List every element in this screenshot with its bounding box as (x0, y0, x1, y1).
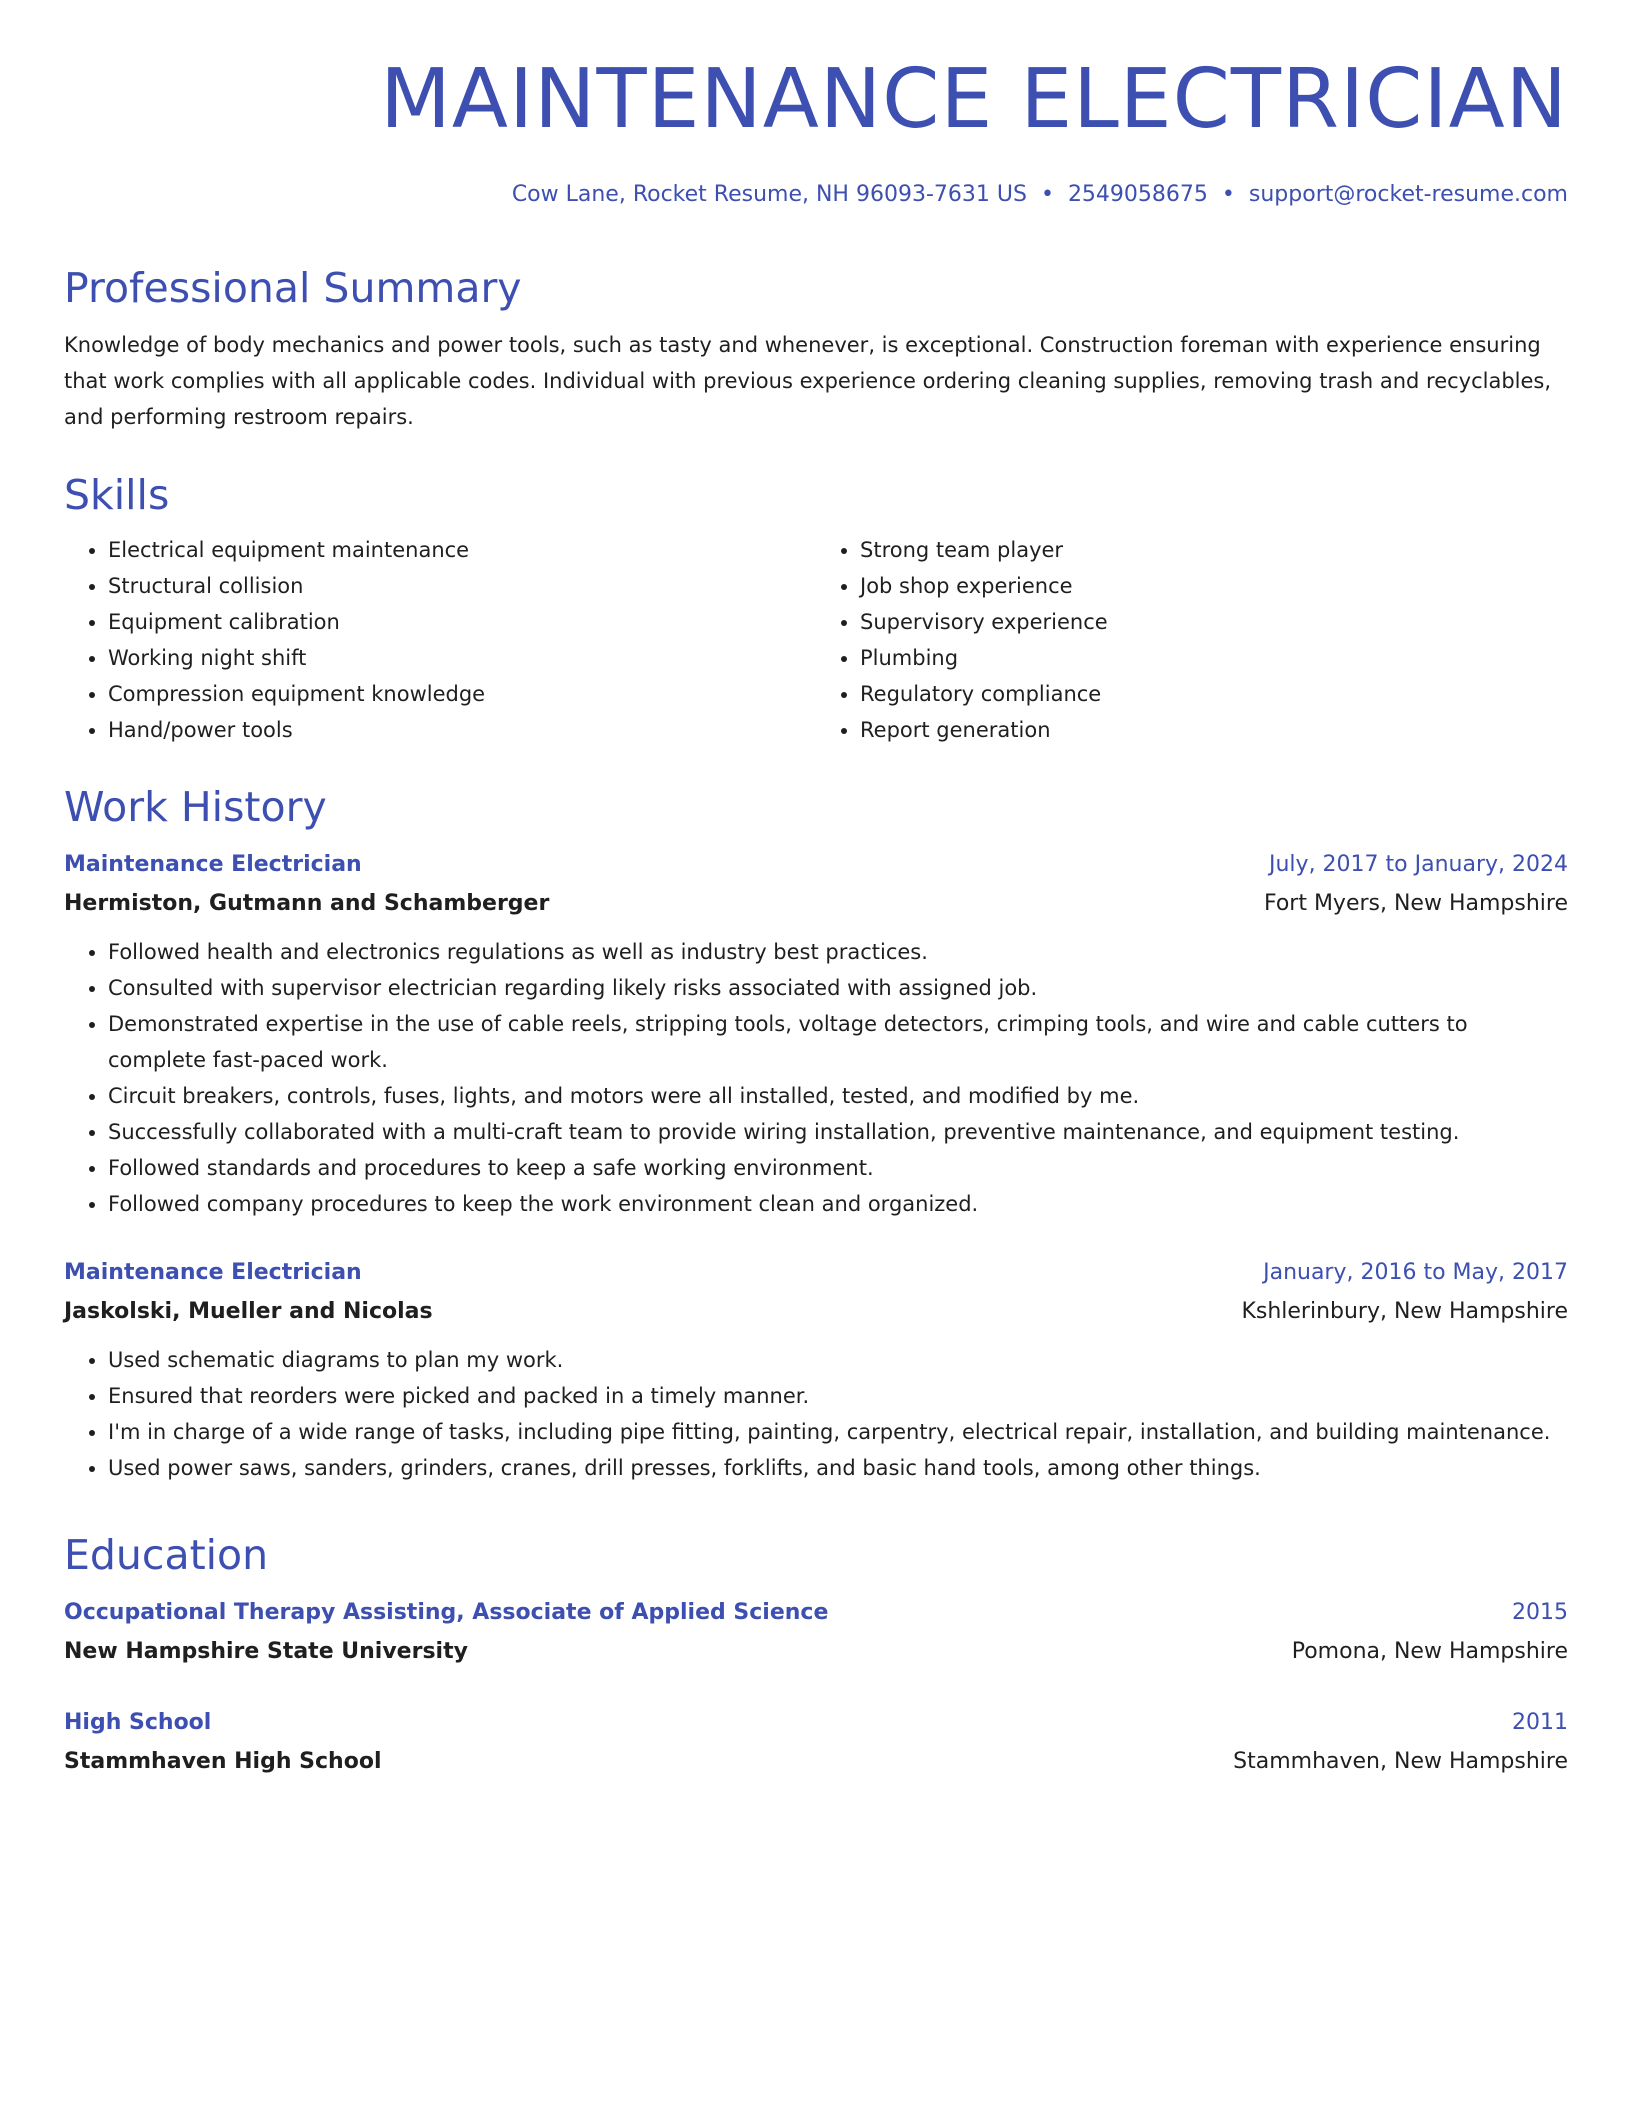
job-location: Kshlerinbury, New Hampshire (1241, 1299, 1568, 1324)
job-bullet: • Used schematic diagrams to plan my work. (108, 1342, 1568, 1378)
skill-item: • Report generation (860, 712, 1568, 748)
job-location: Fort Myers, New Hampshire (1263, 891, 1568, 916)
contact-email: support@rocket-resume.com (1248, 182, 1568, 207)
education-location: Stammhaven, New Hampshire (1233, 1749, 1568, 1774)
job-employer-row (64, 884, 1568, 924)
skill-item: • Plumbing (860, 640, 1568, 676)
contact-line (512, 180, 1568, 210)
job-title: Maintenance Electrician (64, 1260, 362, 1285)
skill-item: • Electrical equipment maintenance (108, 532, 816, 568)
skill-item: • Regulatory compliance (860, 676, 1568, 712)
contact-phone: 2549058675 (1067, 182, 1208, 207)
education-location: Pomona, New Hampshire (1291, 1639, 1568, 1664)
job-bullet: • Successfully collaborated with a multi-craft team to provide wiring installation, preventive maintenance, and equipment testing. (108, 1114, 1568, 1150)
skills-section (64, 470, 1568, 748)
summary-text: Knowledge of body mechanics and power tools, such as tasty and whenever, is exceptional. Construction foreman with experience ensuring that work complies with all applicable codes. Individual with previous experience ordering cleaning supplies, removing trash and recyclables, and performing restroom repairs. (64, 333, 1552, 429)
skill-item: • Structural collision (108, 568, 816, 604)
contact-address: Cow Lane, Rocket Resume, NH 96093-7631 US (511, 182, 1027, 207)
skill-item: • Compression equipment knowledge (108, 676, 816, 712)
job-bullet: • I'm in charge of a wide range of tasks, including pipe fitting, painting, carpentry, electrical repair, installation, and building maintenance. (108, 1414, 1568, 1450)
job-employer-row (64, 1292, 1568, 1332)
job-header-row (64, 1254, 1568, 1292)
job-bullet: • Demonstrated expertise in the use of cable reels, stripping tools, voltage detectors, crimping tools, and wire and cable cutters to complete fast-paced work. (108, 1006, 1568, 1078)
job-employer: Hermiston, Gutmann and Schamberger (64, 891, 550, 916)
skill-item: • Hand/power tools (108, 712, 816, 748)
skills-grid (64, 532, 1568, 748)
job-bullet: • Used power saws, sanders, grinders, cranes, drill presses, forklifts, and basic hand tools, among other things. (108, 1450, 1568, 1486)
job-entry (64, 846, 1568, 1222)
job-dates: July, 2017 to January, 2024 (1269, 852, 1568, 877)
education-year: 2011 (1512, 1710, 1568, 1735)
education-header-row (64, 1704, 1568, 1742)
job-bullet: • Followed health and electronics regulations as well as industry best practices. (108, 934, 1568, 970)
job-entry (64, 1254, 1568, 1486)
education-entry (64, 1594, 1568, 1672)
job-bullet: • Ensured that reorders were picked and packed in a timely manner. (108, 1378, 1568, 1414)
section-title-summary: Professional Summary (64, 264, 522, 312)
skill-item: • Working night shift (108, 640, 816, 676)
job-bullet: • Followed standards and procedures to keep a safe working environment. (108, 1150, 1568, 1186)
skills-list-left (64, 532, 816, 748)
professional-summary-section (64, 263, 1568, 435)
education-degree: High School (64, 1710, 212, 1735)
candidate-name: MAINTENANCE ELECTRICIAN (380, 52, 1568, 147)
job-employer: Jaskolski, Mueller and Nicolas (64, 1299, 433, 1324)
education-degree: Occupational Therapy Assisting, Associate of Applied Science (64, 1600, 829, 1625)
job-bullet: • Consulted with supervisor electrician regarding likely risks associated with assigned job. (108, 970, 1568, 1006)
contact-separator: • (1040, 182, 1054, 207)
job-header-row (64, 846, 1568, 884)
skill-item: • Job shop experience (860, 568, 1568, 604)
work-history-section (64, 782, 1568, 1486)
section-title-work: Work History (64, 783, 327, 831)
job-bullet: • Circuit breakers, controls, fuses, lights, and motors were all installed, tested, and modified by me. (108, 1078, 1568, 1114)
job-title: Maintenance Electrician (64, 852, 362, 877)
education-section (64, 1530, 1568, 1782)
section-title-education: Education (64, 1531, 269, 1579)
job-bullets (64, 934, 1568, 1222)
skill-item: • Equipment calibration (108, 604, 816, 640)
education-entry (64, 1704, 1568, 1782)
skill-item: • Strong team player (860, 532, 1568, 568)
job-bullet: • Followed company procedures to keep the work environment clean and organized. (108, 1186, 1568, 1222)
education-year: 2015 (1512, 1600, 1568, 1625)
education-school-row (64, 1632, 1568, 1672)
education-school-row (64, 1742, 1568, 1782)
education-school: New Hampshire State University (64, 1639, 468, 1664)
skill-item: • Supervisory experience (860, 604, 1568, 640)
education-school: Stammhaven High School (64, 1749, 382, 1774)
contact-separator: • (1221, 182, 1235, 207)
job-dates: January, 2016 to May, 2017 (1263, 1260, 1568, 1285)
education-header-row (64, 1594, 1568, 1632)
skills-list-right (816, 532, 1568, 748)
section-title-skills: Skills (64, 471, 170, 519)
job-bullets (64, 1342, 1568, 1486)
